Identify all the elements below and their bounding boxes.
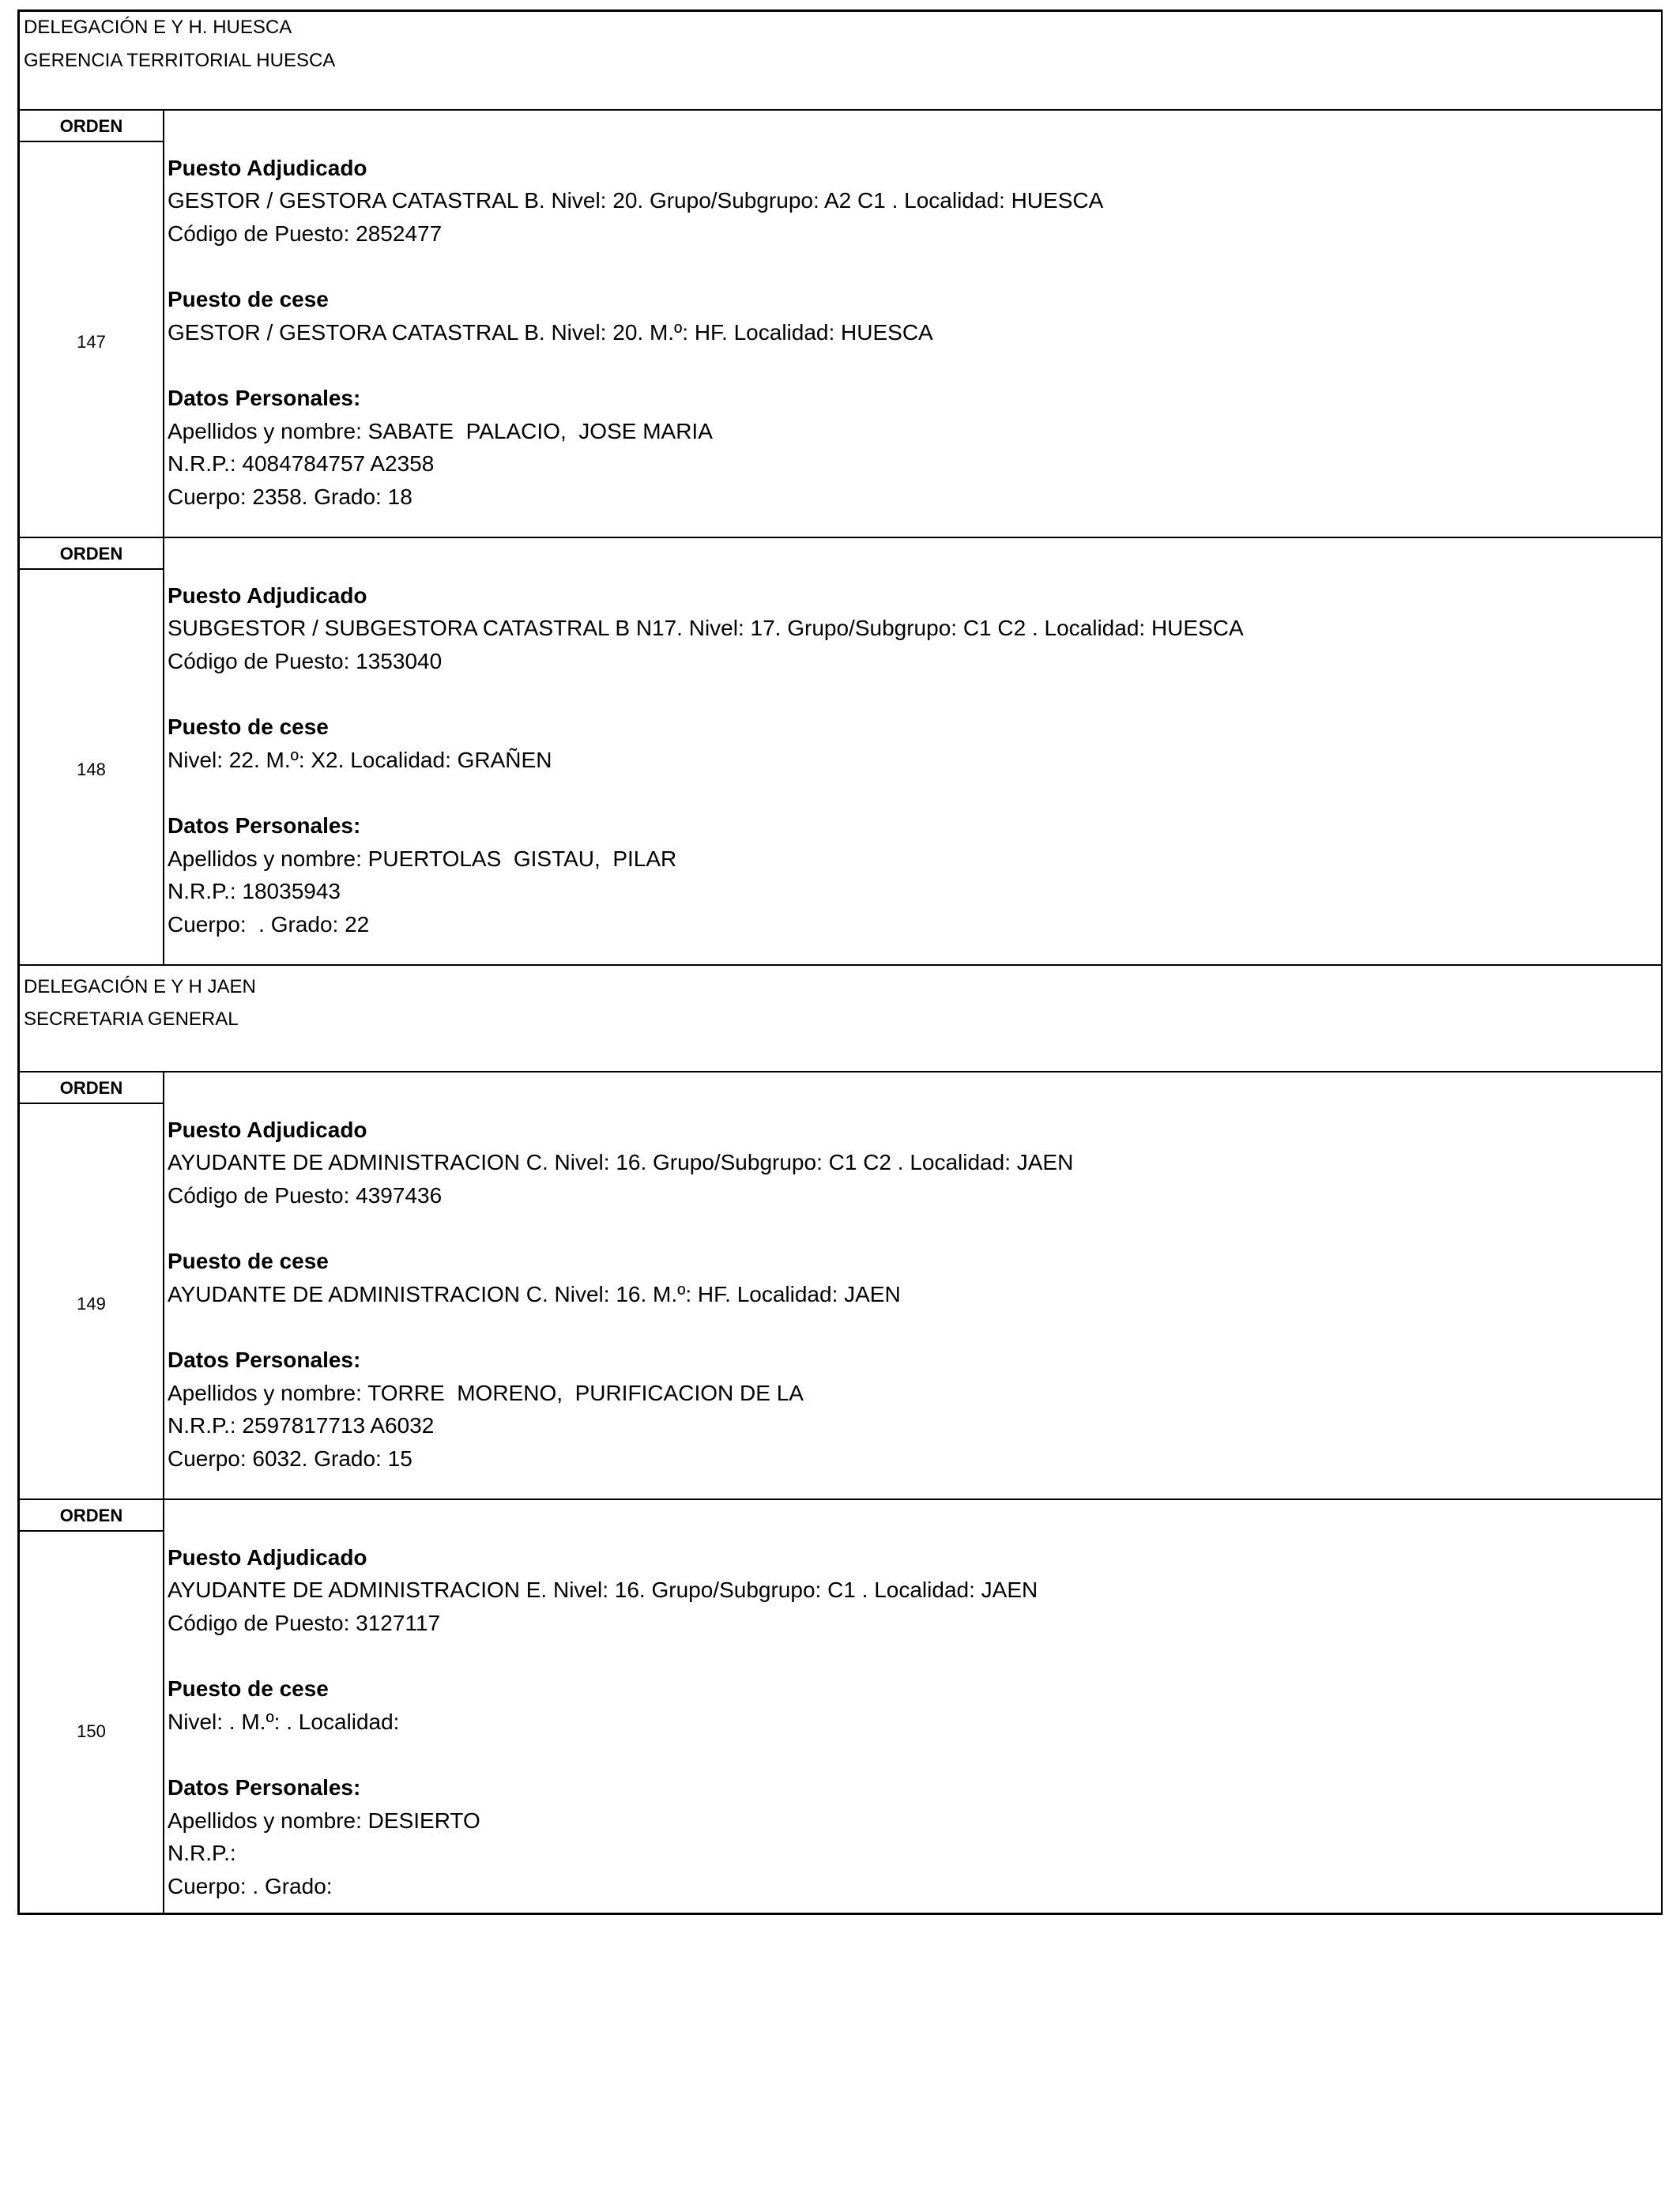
orden-column (20, 111, 164, 537)
puesto-cese-value: Nivel: 22. M.º: X2. Localidad: GRAÑEN (168, 748, 552, 772)
nrp: N.R.P.: 4084784757 A2358 (168, 451, 435, 476)
puesto-adjudicado-title: Puesto Adjudicado (168, 1545, 367, 1570)
section-header (20, 12, 1661, 111)
cuerpo-grado: Cuerpo: 6032. Grado: 15 (168, 1446, 412, 1471)
nrp: N.R.P.: (168, 1841, 236, 1865)
orden-number: 148 (77, 760, 106, 779)
puesto-adjudicado-value: AYUDANTE DE ADMINISTRACION C. Nivel: 16. Grupo/Subgrupo: C1 C2 . Localidad: JAEN (168, 1150, 1074, 1174)
nombre: Apellidos y nombre: PUERTOLAS GISTAU, PILAR (168, 846, 677, 871)
cuerpo-grado: Cuerpo: . Grado: (168, 1874, 333, 1898)
section-unidad: GERENCIA TERRITORIAL HUESCA (24, 50, 336, 71)
nrp: N.R.P.: 2597817713 A6032 (168, 1413, 435, 1438)
cuerpo-grado: Cuerpo: 2358. Grado: 18 (168, 484, 412, 509)
section-header (20, 966, 1661, 1072)
datos-personales-title: Datos Personales: (168, 1775, 361, 1800)
puesto-adjudicado-title: Puesto Adjudicado (168, 156, 367, 180)
document-table (17, 9, 1663, 1915)
puesto-cese-value: AYUDANTE DE ADMINISTRACION C. Nivel: 16. M.º: HF. Localidad: JAEN (168, 1282, 901, 1306)
datos-personales-title: Datos Personales: (168, 386, 361, 410)
puesto-cese-title: Puesto de cese (168, 287, 329, 311)
entry-row (20, 111, 1661, 538)
entry-row (20, 538, 1661, 966)
section-delegacion: DELEGACIÓN E Y H. HUESCA (24, 17, 292, 38)
orden-column (20, 1500, 164, 1913)
codigo-puesto: Código de Puesto: 3127117 (168, 1611, 441, 1635)
orden-number: 147 (77, 332, 106, 352)
orden-label: ORDEN (20, 538, 163, 570)
codigo-puesto: Código de Puesto: 1353040 (168, 649, 443, 673)
codigo-puesto: Código de Puesto: 2852477 (168, 221, 443, 246)
puesto-cese-title: Puesto de cese (168, 1249, 329, 1273)
orden-label: ORDEN (20, 111, 163, 142)
codigo-puesto: Código de Puesto: 4397436 (168, 1183, 443, 1208)
nrp: N.R.P.: 18035943 (168, 879, 341, 903)
orden-number: 150 (77, 1721, 106, 1741)
puesto-cese-title: Puesto de cese (168, 1676, 329, 1701)
puesto-cese-title: Puesto de cese (168, 714, 329, 739)
puesto-adjudicado-title: Puesto Adjudicado (168, 583, 367, 608)
orden-column (20, 1072, 164, 1498)
orden-label: ORDEN (20, 1072, 163, 1104)
entry-row (20, 1072, 1661, 1500)
section-unidad: SECRETARIA GENERAL (24, 1008, 239, 1030)
section-delegacion: DELEGACIÓN E Y H JAEN (24, 976, 256, 997)
nombre: Apellidos y nombre: DESIERTO (168, 1808, 480, 1833)
puesto-adjudicado-value: GESTOR / GESTORA CATASTRAL B. Nivel: 20. Grupo/Subgrupo: A2 C1 . Localidad: HUESCA (168, 188, 1104, 213)
nombre: Apellidos y nombre: SABATE PALACIO, JOSE MARIA (168, 419, 713, 443)
orden-label: ORDEN (20, 1500, 163, 1532)
puesto-cese-value: Nivel: . M.º: . Localidad: (168, 1710, 400, 1734)
orden-column (20, 538, 164, 964)
puesto-cese-value: GESTOR / GESTORA CATASTRAL B. Nivel: 20. M.º: HF. Localidad: HUESCA (168, 320, 933, 345)
puesto-adjudicado-title: Puesto Adjudicado (168, 1118, 367, 1142)
datos-personales-title: Datos Personales: (168, 1348, 361, 1372)
cuerpo-grado: Cuerpo: . Grado: 22 (168, 912, 370, 937)
puesto-adjudicado-value: AYUDANTE DE ADMINISTRACION E. Nivel: 16. Grupo/Subgrupo: C1 . Localidad: JAEN (168, 1578, 1038, 1602)
datos-personales-title: Datos Personales: (168, 813, 361, 838)
nombre: Apellidos y nombre: TORRE MORENO, PURIFICACION DE LA (168, 1381, 804, 1405)
entry-row (20, 1500, 1661, 1913)
puesto-adjudicado-value: SUBGESTOR / SUBGESTORA CATASTRAL B N17. Nivel: 17. Grupo/Subgrupo: C1 C2 . Localidad: HUESCA (168, 616, 1244, 640)
orden-number: 149 (77, 1294, 106, 1314)
